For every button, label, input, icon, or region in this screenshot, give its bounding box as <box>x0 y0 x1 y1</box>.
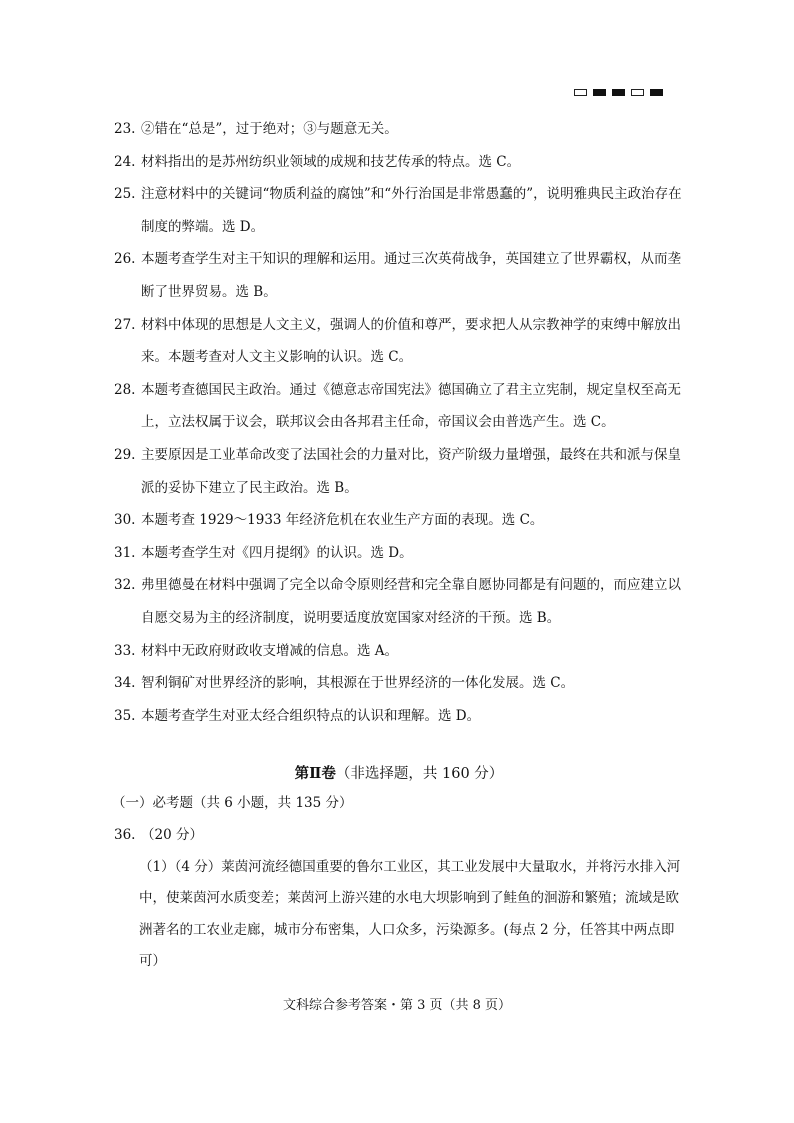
header-marks <box>574 89 663 96</box>
item-number: 27. <box>114 316 136 333</box>
item-text: 主要原因是工业革命改变了法国社会的力量对比，资产阶级力量增强，最终在共和派与保皇派的妥协下建立了民主政治。选 B。 <box>141 446 681 496</box>
answer-item <box>114 439 684 504</box>
item-text: 弗里德曼在材料中强调了完全以命令原则经营和完全靠自愿协同都是有问题的，而应建立以自愿交易为主的经济制度，说明要适度放宽国家对经济的干预。选 B。 <box>141 577 681 626</box>
question-36-answer: （1）（4 分）莱茵河流经德国重要的鲁尔工业区，其工业发展中大量取水，并将污水排入河中，使莱茵河水质变差；莱茵河上游兴建的水电大坝影响到了鲑鱼的洄游和繁殖；流域是欧洲著名的工农业走廊，城市分布密集，人口众多，污染源多。(每点 2 分，任答其中两点即可） <box>139 858 681 970</box>
answer-item <box>114 146 684 179</box>
item-number: 30. <box>114 512 136 529</box>
item-number: 24. <box>114 153 136 170</box>
answer-item <box>114 700 684 733</box>
answer-item <box>114 113 684 146</box>
item-text: 材料中无政府财政收支增减的信息。选 A。 <box>141 642 399 659</box>
item-text: 本题考查德国民主政治。通过《德意志帝国宪法》德国确立了君主立宪制，规定皇权至高无上，立法权属于议会，联邦议会由各邦君主任命，帝国议会由普选产生。选 C。 <box>141 381 681 431</box>
answer-item <box>114 537 684 570</box>
mark-filled <box>593 89 606 96</box>
section-title-bold: 第Ⅱ卷 <box>294 765 336 783</box>
item-number: 23. <box>114 121 136 137</box>
item-number: 36. <box>114 827 136 844</box>
item-number: 31. <box>114 544 136 561</box>
item-text: 智利铜矿对世界经济的影响，其根源在于世界经济的一体化发展。选 C。 <box>141 675 575 692</box>
item-number: 32. <box>114 577 136 594</box>
section-title <box>114 760 684 788</box>
answer-item <box>114 309 684 374</box>
item-text: 注意材料中的关键词“物质利益的腐蚀”和“外行治国是非常愚蠢的”，说明雅典民主政治存在制度的弊端。选 D。 <box>141 186 682 235</box>
answer-item <box>114 504 684 537</box>
question-score: （20 分） <box>141 827 203 844</box>
page-footer: 文科综合参考答案・第 3 页（共 8 页） <box>282 998 512 1013</box>
mark-empty <box>631 89 644 96</box>
item-text: 材料指出的是苏州纺织业领域的成规和技艺传承的特点。选 C。 <box>141 153 521 170</box>
answer-item <box>114 243 684 308</box>
item-text: 材料中体现的思想是人文主义，强调人的价值和尊严，要求把人从宗教神学的束缚中解放出来。本题考查对人文主义影响的认识。选 C。 <box>141 316 681 366</box>
answer-item <box>114 178 684 243</box>
section-title-rest: （非选择题，共 160 分） <box>335 766 504 783</box>
answer-item <box>114 569 684 634</box>
item-number: 34. <box>114 675 136 692</box>
item-text: 本题考查 1929～1933 年经济危机在农业生产方面的表现。选 C。 <box>141 512 544 529</box>
mark-filled <box>612 89 625 96</box>
answer-item <box>114 374 684 439</box>
item-text: 本题考查学生对《四月提纲》的认识。选 D。 <box>141 544 413 561</box>
answer-content <box>114 113 684 978</box>
item-number: 29. <box>114 446 136 463</box>
item-number: 33. <box>114 642 136 659</box>
item-number: 35. <box>114 707 136 724</box>
subsection-heading: （一）必考题（共 6 小题，共 135 分） <box>112 795 353 812</box>
item-number: 26. <box>114 251 136 268</box>
item-text: 本题考查学生对亚太经合组织特点的认识和理解。选 D。 <box>141 707 481 724</box>
answer-item <box>114 667 684 700</box>
item-number: 28. <box>114 381 136 398</box>
mark-filled <box>650 89 663 96</box>
mark-empty <box>574 89 587 96</box>
answer-item <box>114 635 684 668</box>
item-text: ②错在“总是”，过于绝对；③与题意无关。 <box>141 121 398 137</box>
item-number: 25. <box>114 186 136 203</box>
item-text: 本题考查学生对主干知识的理解和运用。通过三次英荷战争，英国建立了世界霸权，从而垄断了世界贸易。选 B。 <box>141 251 681 300</box>
question-36 <box>114 819 684 852</box>
